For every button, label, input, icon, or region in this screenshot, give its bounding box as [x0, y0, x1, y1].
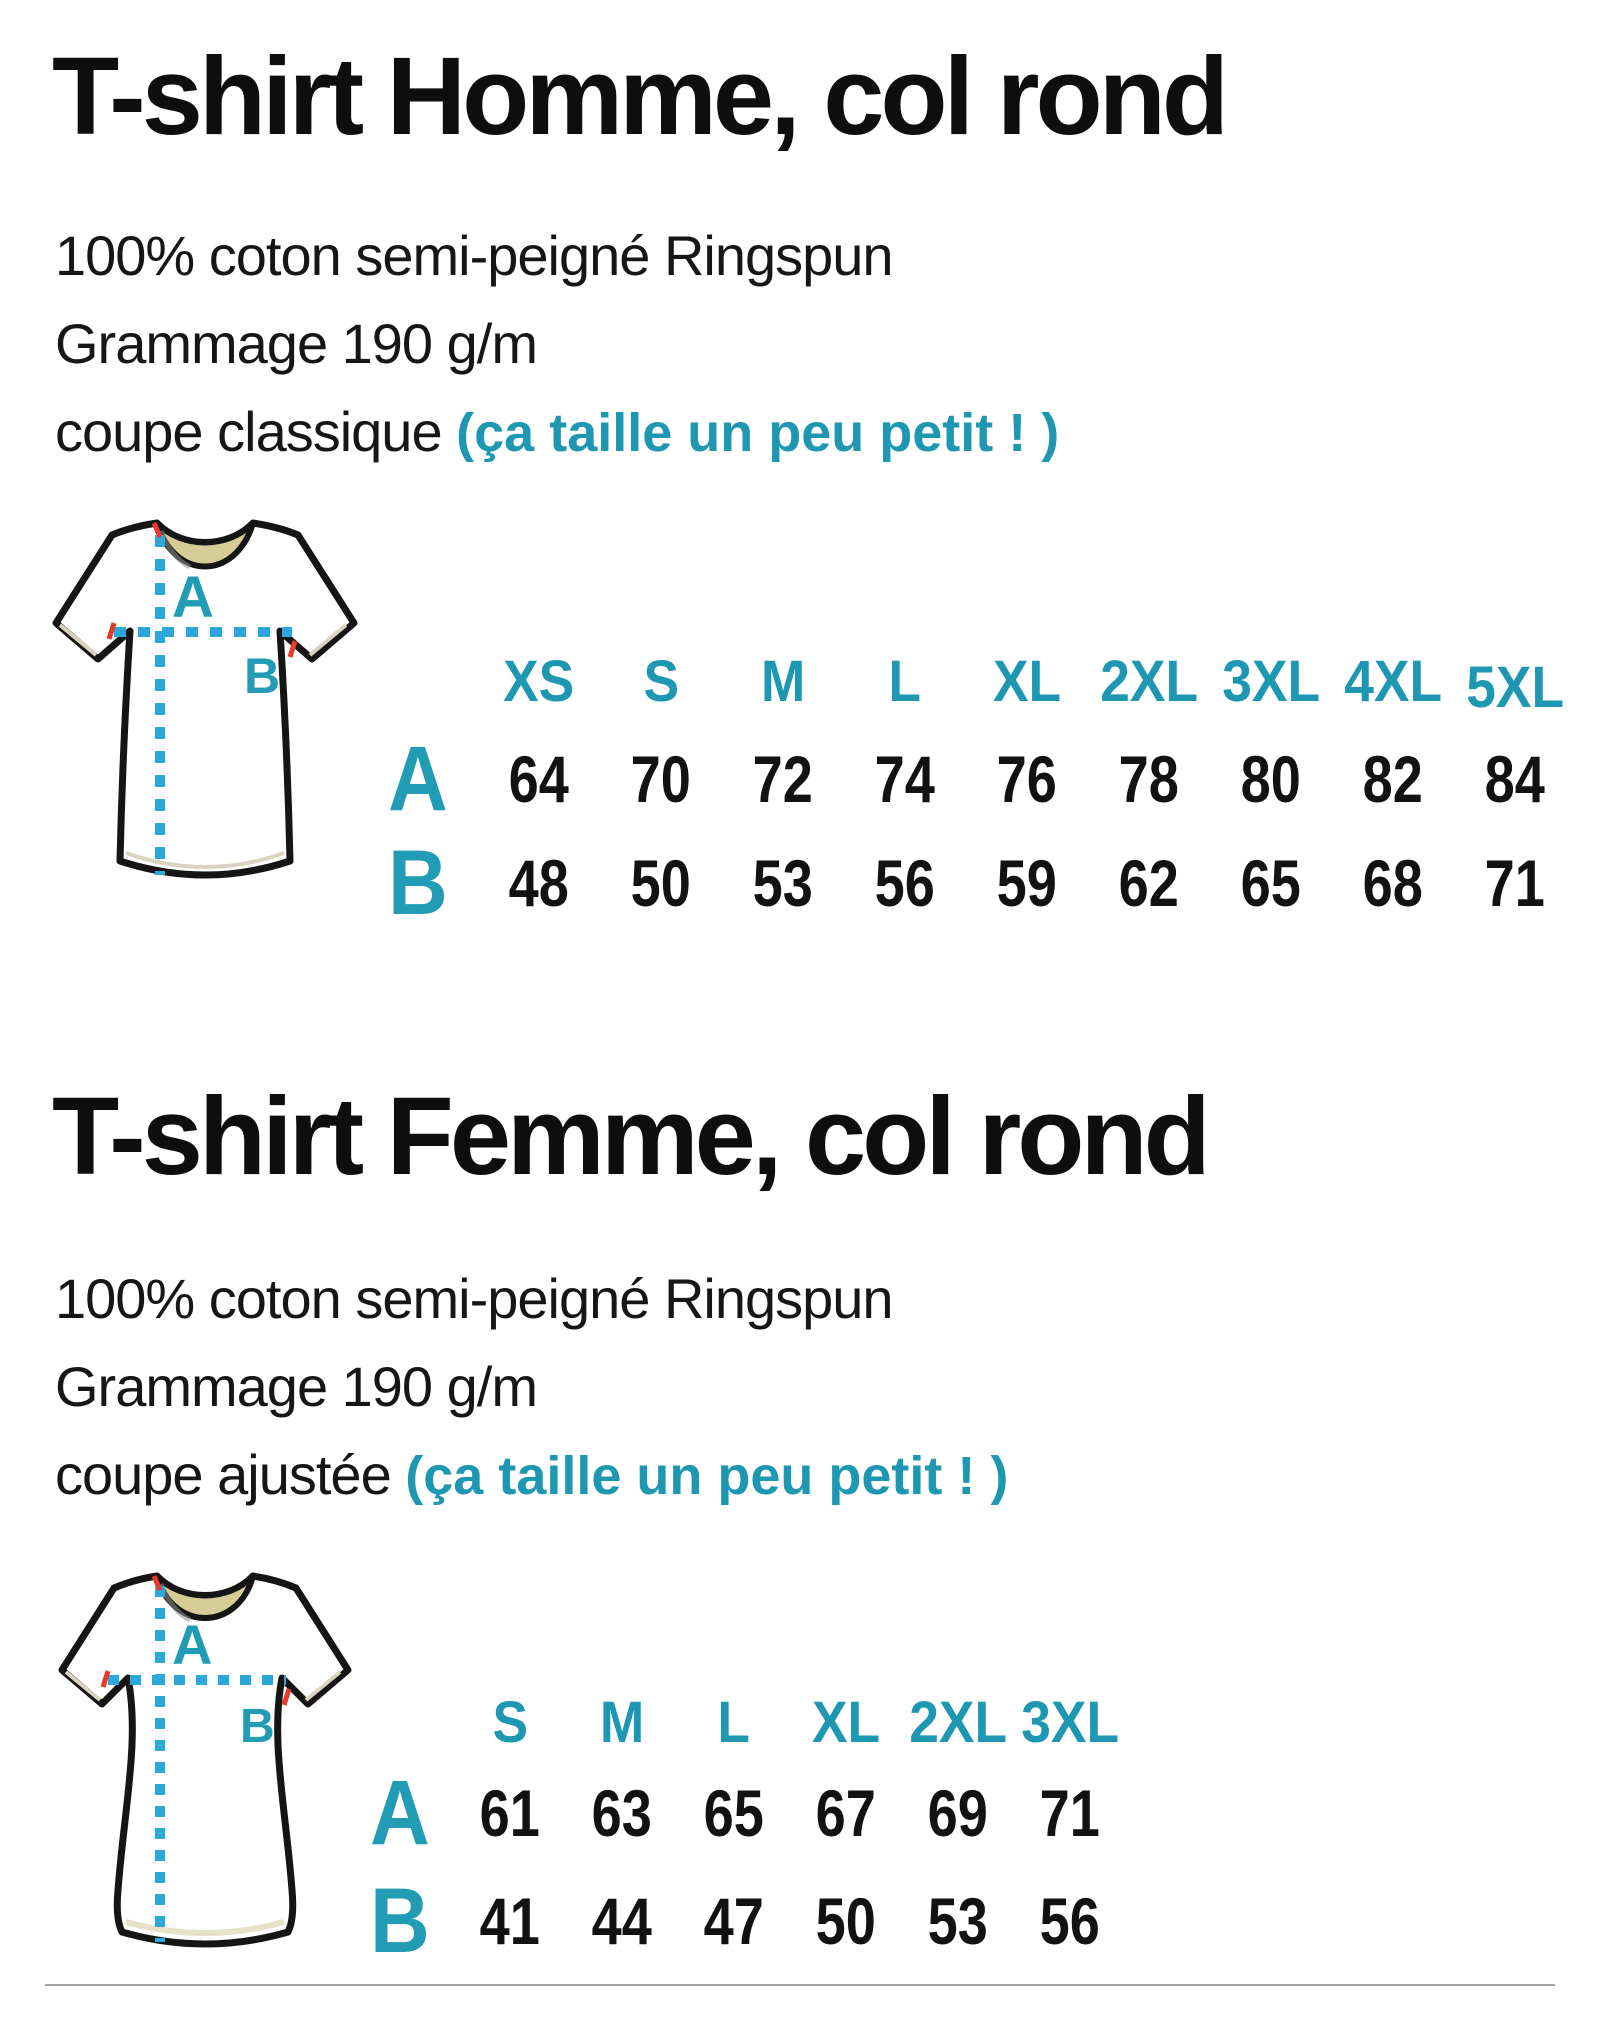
size-header-cell: XL [811, 1690, 881, 1755]
row-a-label: A [370, 1762, 430, 1864]
row-a-value: 69 [927, 1776, 989, 1850]
size-header-cell: S [492, 1690, 528, 1755]
femme-fit-label: coupe ajustée [55, 1443, 391, 1506]
row-a-value: 64 [508, 742, 570, 816]
size-header-cell: 3XL [1222, 649, 1320, 714]
femme-section-title: T-shirt Femme, col rond [52, 1075, 1207, 1198]
row-b-value: 50 [630, 846, 692, 920]
row-b-label: B [370, 1870, 430, 1972]
homme-description [55, 212, 1059, 477]
row-b-value: 59 [996, 846, 1058, 920]
row-a-value: 61 [479, 1776, 541, 1850]
row-b-value: 56 [1039, 1884, 1101, 1958]
femme-fit-note: (ça taille un peu petit ! ) [405, 1446, 1009, 1506]
row-b-value: 44 [591, 1884, 653, 1958]
size-header-cell: 2XL [1100, 649, 1198, 714]
bottom-divider [45, 1984, 1555, 1986]
row-b-value: 47 [703, 1884, 765, 1958]
femme-description [55, 1255, 1008, 1520]
row-b-value: 50 [815, 1884, 877, 1958]
row-b-value: 41 [479, 1884, 541, 1958]
homme-fit-note: (ça taille un peu petit ! ) [456, 403, 1060, 463]
row-a-value: 82 [1362, 742, 1424, 816]
row-b-value: 56 [874, 846, 936, 920]
row-a-value: 67 [815, 1776, 877, 1850]
femme-fit-line [55, 1431, 1008, 1520]
row-b-label: B [388, 832, 448, 934]
table-corner [388, 637, 478, 727]
row-a-value: 76 [996, 742, 1058, 816]
row-a-value: 78 [1118, 742, 1180, 816]
womens-tshirt-illustration [48, 1560, 358, 1960]
measure-a-label-femme: A [172, 1613, 213, 1676]
homme-fabric-line: 100% coton semi-peigné Ringspun [55, 224, 893, 287]
size-header-cell: S [643, 649, 679, 714]
row-a-value: 74 [874, 742, 936, 816]
homme-fit-line [55, 388, 1059, 477]
measure-marker-right-red-femme [284, 1689, 289, 1705]
size-header-cell: 2XL [909, 1690, 1007, 1755]
femme-weight-line: Grammage 190 g/m [55, 1355, 537, 1418]
row-a-value: 84 [1484, 742, 1546, 816]
femme-fabric-line: 100% coton semi-peigné Ringspun [55, 1267, 893, 1330]
size-header-cell: L [717, 1690, 751, 1755]
table-corner [370, 1678, 454, 1768]
measure-a-label: A [172, 565, 214, 630]
size-header-cell: M [599, 1690, 645, 1755]
size-header-cell: M [760, 649, 806, 714]
row-b-value: 48 [508, 846, 570, 920]
mens-tshirt-illustration [48, 505, 358, 915]
row-a-value: 65 [703, 1776, 765, 1850]
row-a-label: A [388, 728, 448, 830]
row-a-value: 63 [591, 1776, 653, 1850]
size-header-cell: 3XL [1021, 1690, 1119, 1755]
size-header-cell: 4XL [1344, 649, 1442, 714]
row-b-value: 68 [1362, 846, 1424, 920]
homme-weight-line: Grammage 190 g/m [55, 312, 537, 375]
row-a-value: 70 [630, 742, 692, 816]
homme-section-title: T-shirt Homme, col rond [52, 35, 1226, 158]
row-b-value: 71 [1484, 846, 1546, 920]
row-b-value: 53 [927, 1884, 989, 1958]
row-b-value: 62 [1118, 846, 1180, 920]
femme-size-table [370, 1678, 1126, 1984]
measure-b-label-femme: B [240, 1700, 275, 1753]
row-a-value: 80 [1240, 742, 1302, 816]
homme-fit-label: coupe classique [55, 400, 442, 463]
size-header-cell: 5XL [1466, 655, 1564, 720]
homme-size-table [388, 637, 1576, 935]
row-a-value: 71 [1039, 1776, 1101, 1850]
size-header-cell: L [888, 649, 922, 714]
row-a-value: 72 [752, 742, 814, 816]
row-b-value: 65 [1240, 846, 1302, 920]
size-header-cell: XS [503, 649, 575, 714]
row-b-value: 53 [752, 846, 814, 920]
size-header-cell: XL [992, 649, 1062, 714]
measure-b-label: B [244, 648, 281, 704]
